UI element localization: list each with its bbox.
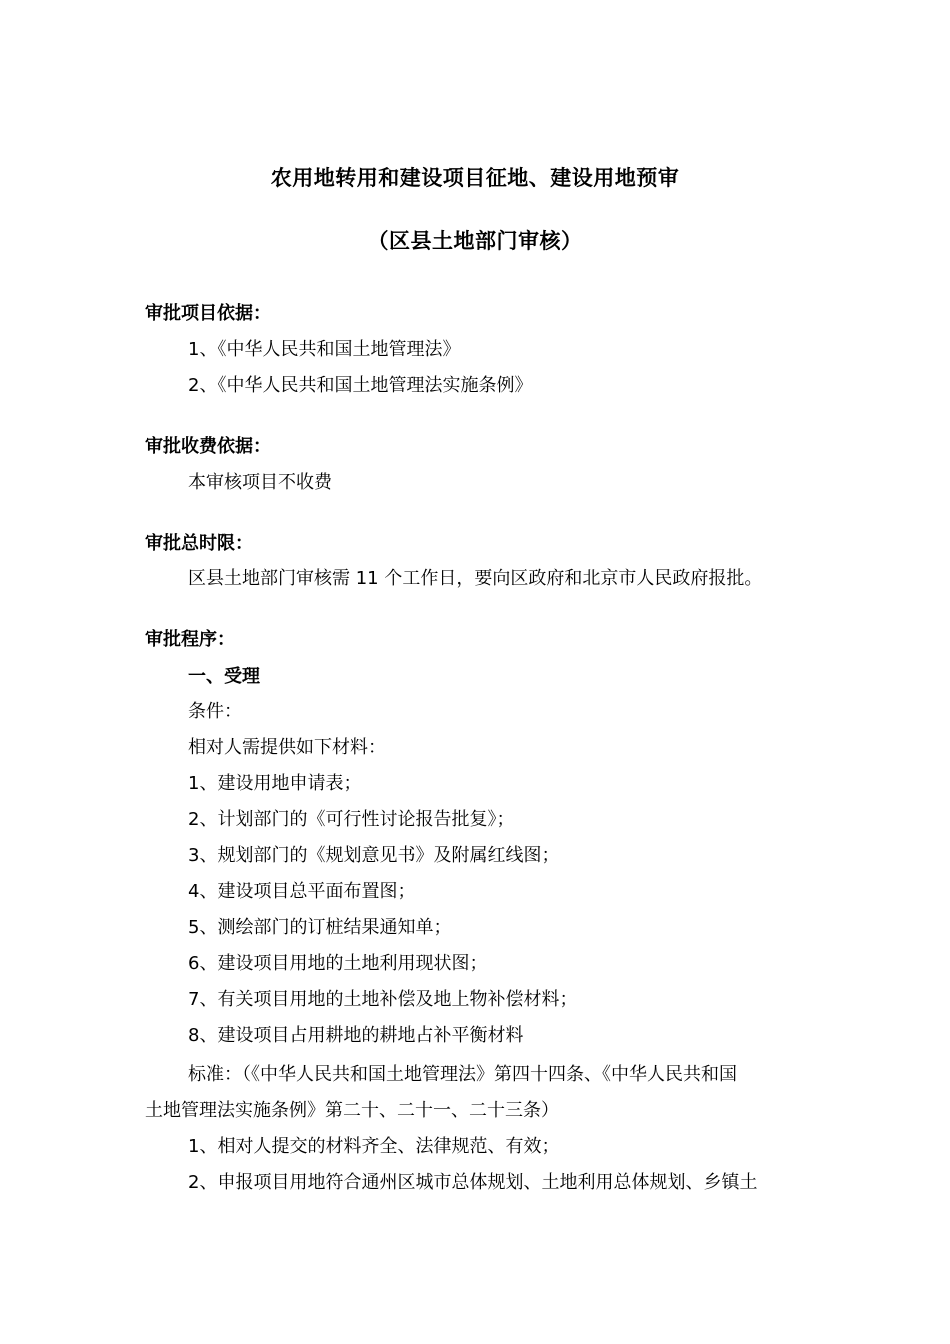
document-title: 农用地转用和建设项目征地、建设用地预审 bbox=[270, 166, 680, 190]
standard-text-continued: 土地管理法实施条例》第二十、二十一、二十三条） bbox=[145, 1100, 559, 1121]
material-item: 8、建设项目占用耕地的耕地占补平衡材料 bbox=[188, 1025, 524, 1046]
standard-item: 1、相对人提交的材料齐全、法律规范、有效； bbox=[188, 1136, 560, 1157]
basis-item: 1、《中华人民共和国土地管理法》 bbox=[188, 339, 461, 360]
time-limit-heading: 审批总时限： bbox=[145, 533, 253, 554]
material-item: 6、建设项目用地的土地利用现状图； bbox=[188, 953, 488, 974]
procedure-heading: 审批程序： bbox=[145, 629, 235, 650]
standard-text: 标准：（《中华人民共和国土地管理法》第四十四条、《中华人民共和国 bbox=[188, 1064, 737, 1085]
material-item: 4、建设项目总平面布置图； bbox=[188, 881, 416, 902]
materials-intro: 相对人需提供如下材料： bbox=[188, 737, 386, 758]
step-accept-heading: 一、受理 bbox=[188, 666, 260, 687]
material-item: 7、有关项目用地的土地补偿及地上物补偿材料； bbox=[188, 989, 578, 1010]
basis-heading: 审批项目依据： bbox=[145, 303, 271, 324]
material-item: 2、计划部门的《可行性讨论报告批复》； bbox=[188, 809, 515, 830]
material-item: 5、测绘部门的订桩结果通知单； bbox=[188, 917, 452, 938]
basis-item: 2、《中华人民共和国土地管理法实施条例》 bbox=[188, 375, 533, 396]
standard-item: 2、申报项目用地符合通州区城市总体规划、土地利用总体规划、乡镇土 bbox=[188, 1172, 758, 1193]
document-subtitle: （区县土地部门审核） bbox=[367, 229, 583, 253]
time-limit-text: 区县土地部门审核需 11 个工作日，要向区政府和北京市人民政府报批。 bbox=[188, 568, 763, 589]
material-item: 1、建设用地申请表； bbox=[188, 773, 362, 794]
material-item: 3、规划部门的《规划意见书》及附属红线图； bbox=[188, 845, 560, 866]
fee-text: 本审核项目不收费 bbox=[188, 472, 332, 493]
condition-label: 条件： bbox=[188, 701, 242, 722]
fee-heading: 审批收费依据： bbox=[145, 436, 271, 457]
